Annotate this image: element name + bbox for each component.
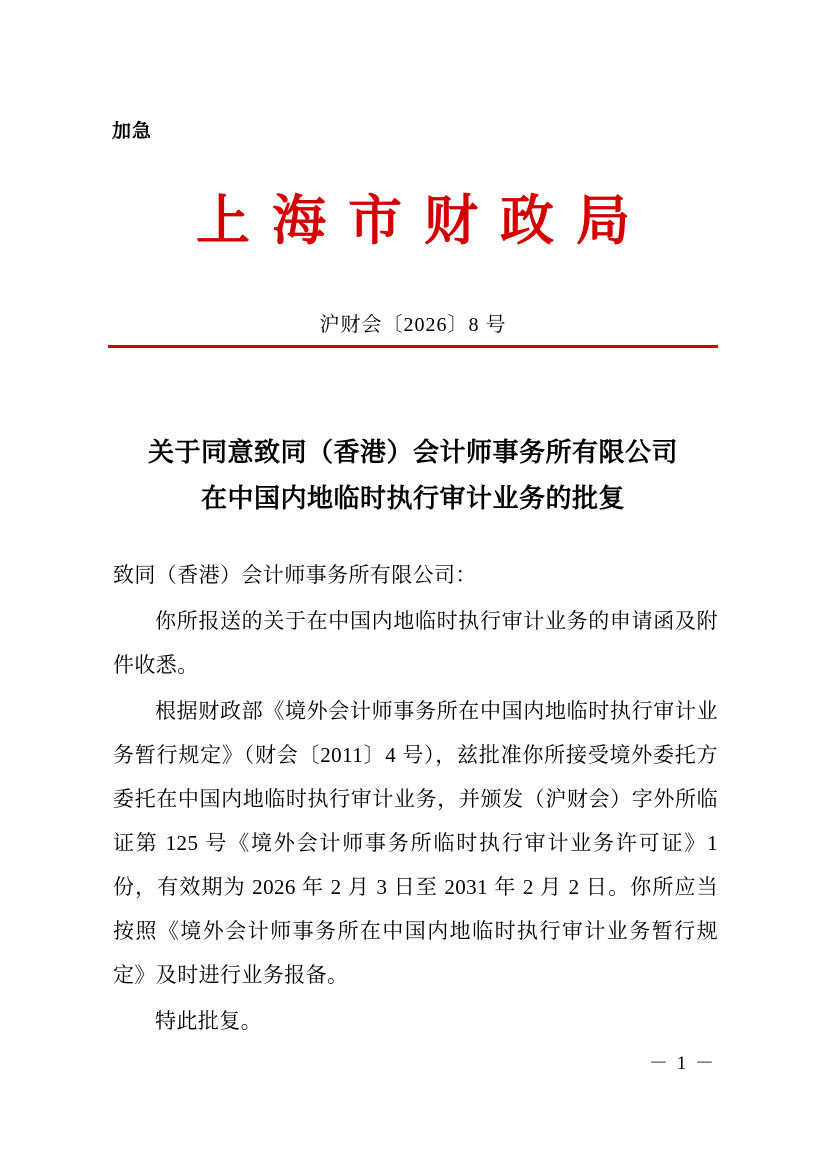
body-paragraph-2: 根据财政部《境外会计师事务所在中国内地临时执行审计业务暂行规定》（财会〔2011〕4 号），兹批准你所接受境外委托方委托在中国内地临时执行审计业务，并颁发（沪财会）字外所临证第 125 号《境外会计师事务所临时执行审计业务许可证》1 份，有效期为 2026 年 2 月 3 日至 2031 年 2 月 2 日。你所应当按照《境外会计师事务所在中国内地临时执行审计业务暂行规定》及时进行业务报备。 bbox=[113, 699, 718, 987]
urgent-mark: 加急 bbox=[112, 121, 153, 142]
addressee-line: 致同（香港）会计师事务所有限公司： bbox=[113, 563, 477, 587]
document-number: 沪财会〔2026〕8 号 bbox=[319, 314, 507, 336]
subject-line-2: 在中国内地临时执行审计业务的批复 bbox=[200, 484, 625, 513]
document-subject bbox=[0, 430, 826, 522]
red-divider-rule bbox=[108, 345, 718, 348]
page-number: － 1 － bbox=[648, 1053, 716, 1074]
issuing-authority-title: 上海市财政局 bbox=[196, 191, 652, 251]
subject-line-1: 关于同意致同（香港）会计师事务所有限公司 bbox=[147, 438, 678, 467]
body-paragraph-1: 你所报送的关于在中国内地临时执行审计业务的申请函及附件收悉。 bbox=[113, 609, 718, 677]
document-body bbox=[113, 553, 718, 1045]
body-paragraph-3: 特此批复。 bbox=[155, 1009, 262, 1033]
